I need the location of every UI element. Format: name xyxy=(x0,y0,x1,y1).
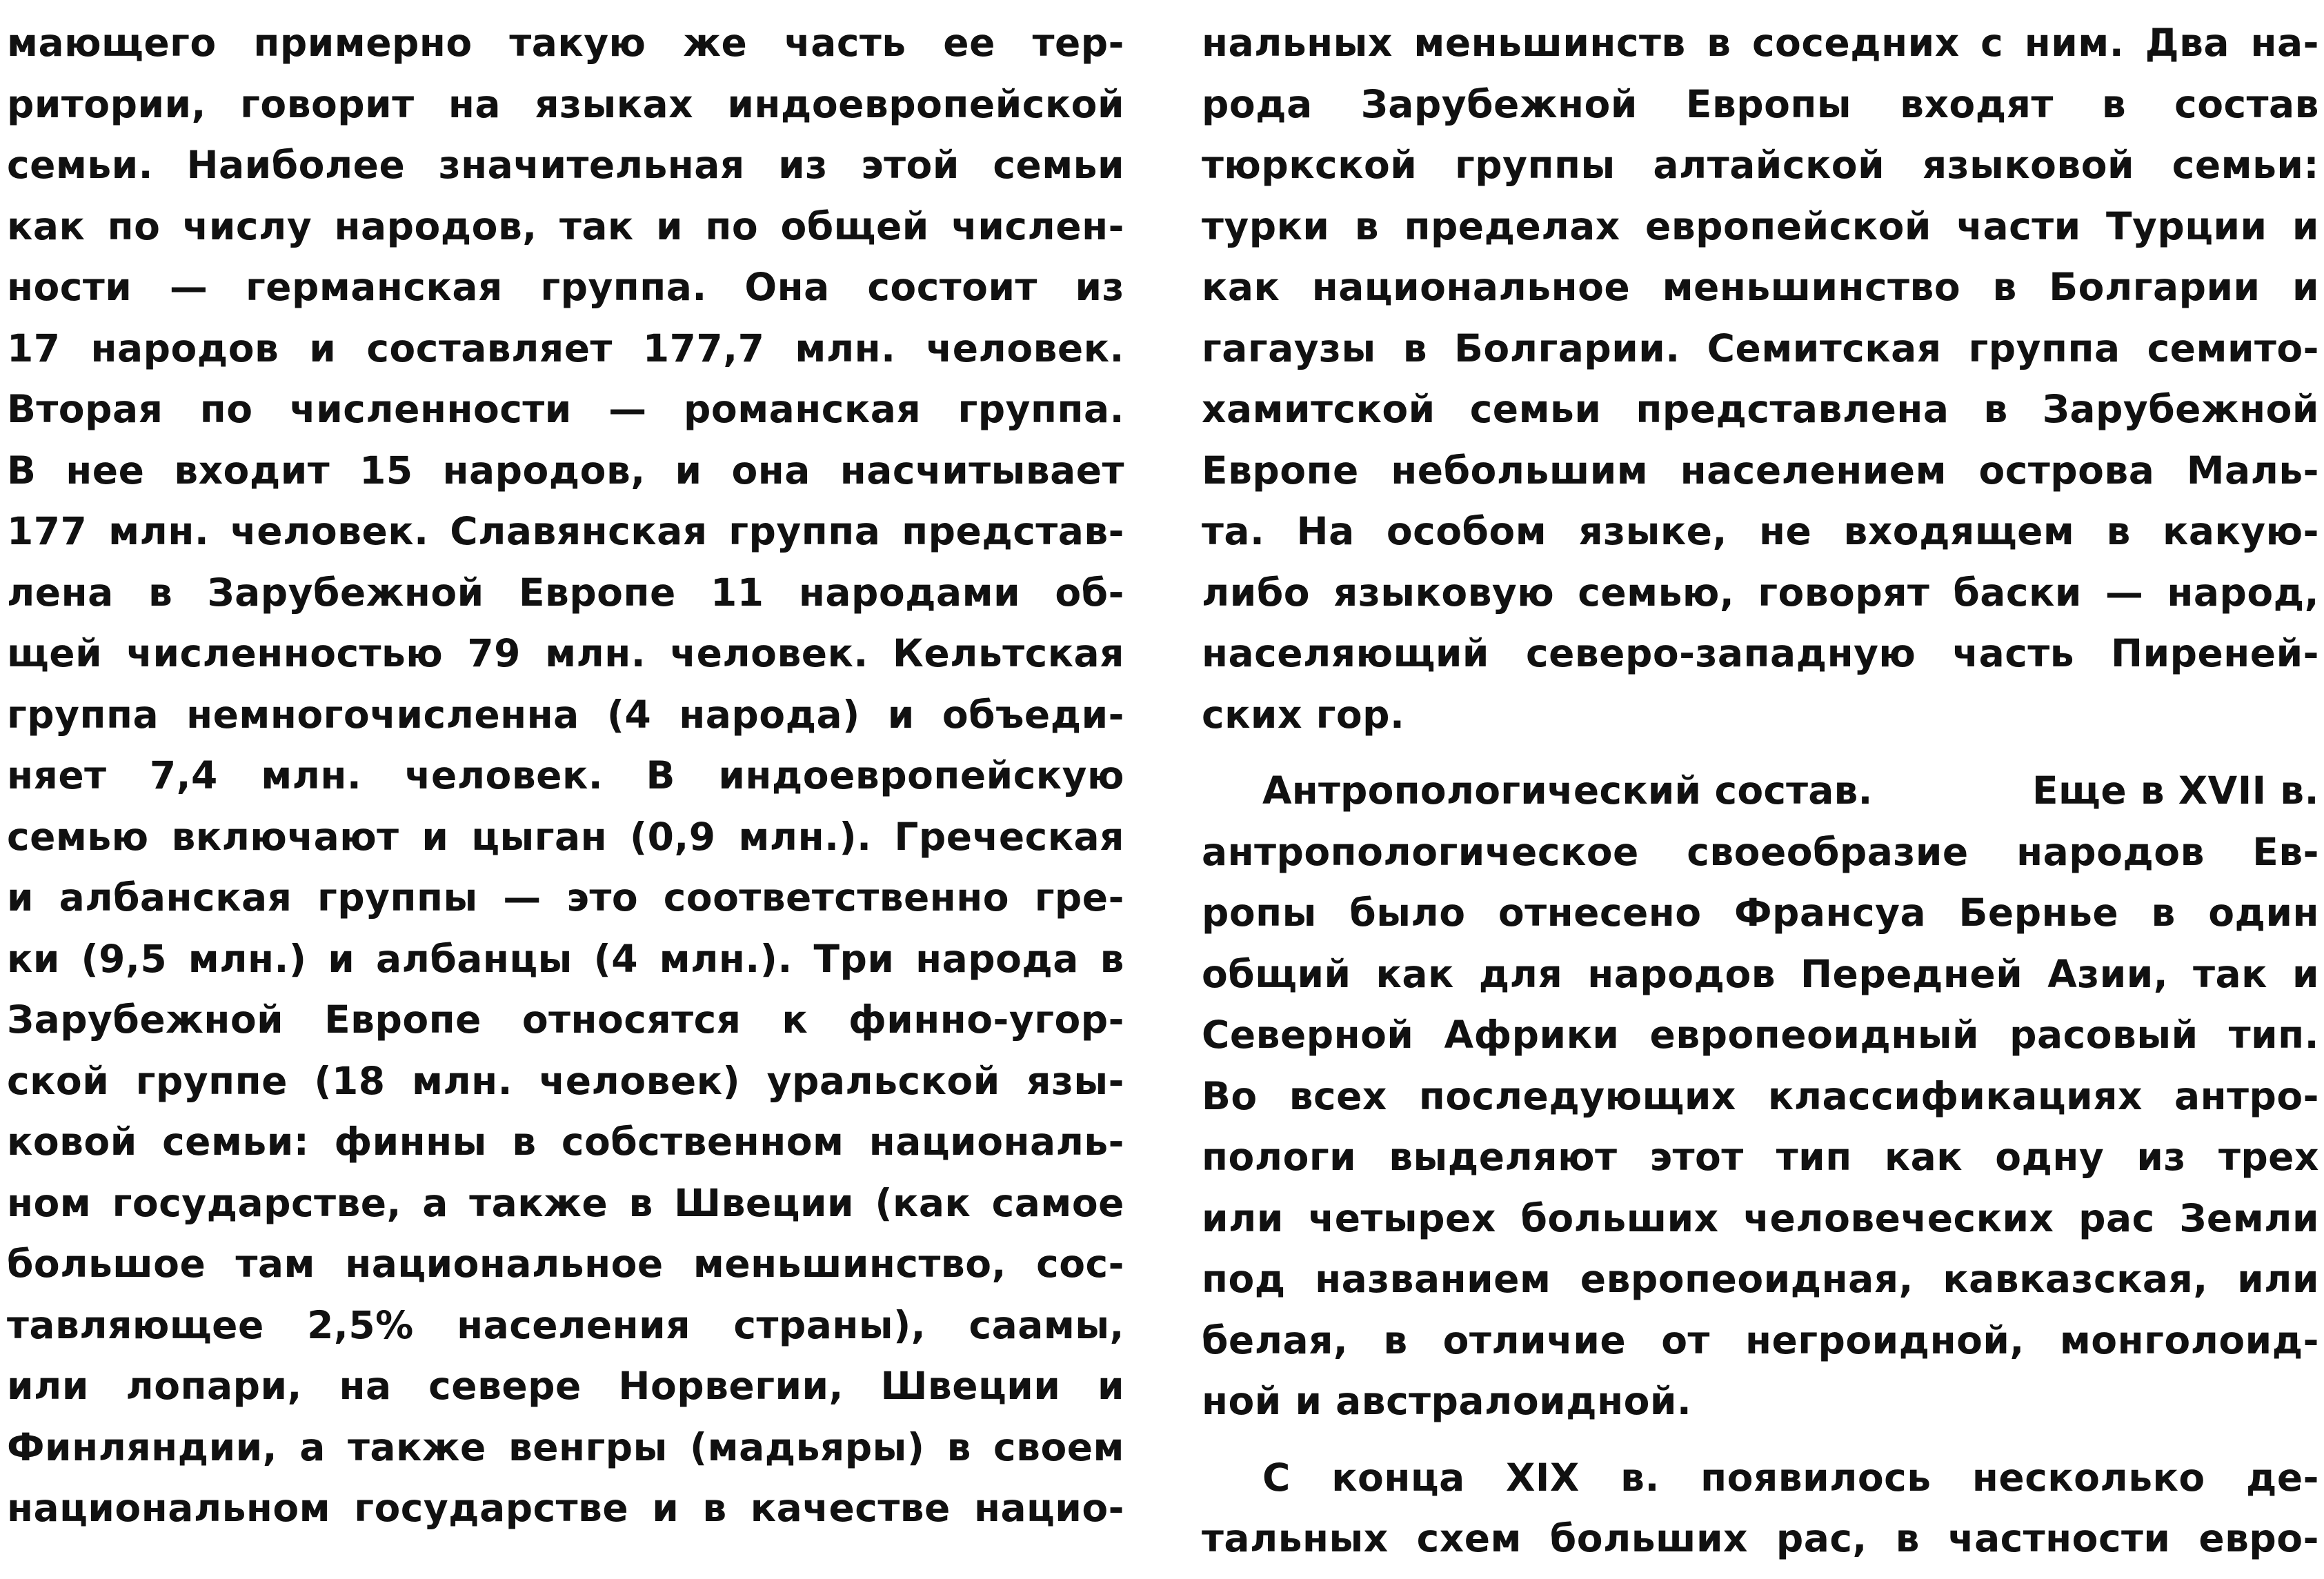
text-line: 177 млн. человек. Славянская группа представ- xyxy=(7,509,1124,553)
text-line: Финляндии, а также венгры (мадьяры) в своем xyxy=(7,1424,1124,1469)
text-line: турки в пределах европейской части Турции и xyxy=(1202,203,2319,248)
text-line: или лопари, на севере Норвегии, Швеции и xyxy=(7,1364,1124,1408)
text-line: хамитской семьи представлена в Зарубежной xyxy=(1202,387,2319,431)
text-line: или четырех больших человеческих рас Земли xyxy=(1202,1195,2319,1240)
text-line: та. На особом языке, не входящем в какую- xyxy=(1202,509,2319,553)
text-line: мающего примерно такую же часть ее тер- xyxy=(7,21,1124,65)
text-line: пологи выделяют этот тип как одну из трех xyxy=(1202,1135,2319,1179)
text-line: семьи. Наиболее значительная из этой семьи xyxy=(7,143,1124,187)
text-line: белая, в отличие от негроидной, монголоид- xyxy=(1202,1318,2319,1362)
text-line: населяющий северо-западную часть Пиреней- xyxy=(1202,631,2319,675)
text-line: щей численностью 79 млн. человек. Кельтская xyxy=(7,631,1124,675)
text-line: Зарубежной Европе относятся к финно-угор- xyxy=(7,997,1124,1042)
text-line: няет 7,4 млн. человек. В индоевропейскую xyxy=(7,753,1124,797)
text-line: ской группе (18 млн. человек) уральской язы- xyxy=(7,1058,1124,1103)
right-column xyxy=(1202,12,2319,1569)
text-line: семью включают и цыган (0,9 млн.). Греческая xyxy=(7,814,1124,859)
text-line: национальном государстве и в качестве нацио- xyxy=(7,1486,1124,1530)
text-line: тюркской группы алтайской языковой семьи: xyxy=(1202,143,2319,187)
text-line: Северной Африки европеоидный расовый тип. xyxy=(1202,1013,2319,1057)
text-line: В нее входит 15 народов, и она насчитывает xyxy=(7,448,1124,493)
heading-line-rest: Еще в XVII в. xyxy=(2032,768,2319,813)
section-heading: Антропологический состав. xyxy=(1262,768,1873,813)
text-line: ропы было отнесено Франсуа Бернье в один xyxy=(1202,891,2319,935)
text-line: ковой семьи: финны в собственном националь- xyxy=(7,1120,1124,1164)
text-line: гагаузы в Болгарии. Семитская группа семито- xyxy=(1202,326,2319,370)
text-line: ной и австралоидной. xyxy=(1202,1379,1692,1423)
text-line: ритории, говорит на языках индоевропейской xyxy=(7,81,1124,126)
text-line: антропологическое своеобразие народов Ев- xyxy=(1202,829,2319,874)
text-line: Вторая по численности — романская группа. xyxy=(7,387,1124,431)
text-line: нальных меньшинств в соседних с ним. Два на- xyxy=(1202,21,2319,65)
text-line: под названием европеоидная, кавказская, или xyxy=(1202,1257,2319,1301)
text-line: большое там национальное меньшинство, сос- xyxy=(7,1242,1124,1286)
text-line: ности — германская группа. Она состоит из xyxy=(7,265,1124,309)
text-line: Европе небольшим населением острова Маль- xyxy=(1202,448,2319,493)
text-line: 17 народов и составляет 177,7 млн. человек. xyxy=(7,326,1124,370)
text-line: тальных схем больших рас, в частности евро- xyxy=(1202,1516,2319,1560)
text-line: Во всех последующих классификациях антро- xyxy=(1202,1073,2319,1118)
text-line: лена в Зарубежной Европе 11 народами об- xyxy=(7,570,1124,615)
section-heading-line xyxy=(1202,760,2319,822)
text-line: тавляющее 2,5% населения страны), саамы, xyxy=(7,1302,1124,1347)
text-line: как по числу народов, так и по общей числен- xyxy=(7,203,1124,248)
text-line: С конца XIX в. появилось несколько де- xyxy=(1262,1455,2319,1500)
text-line: ских гор. xyxy=(1202,692,1405,737)
text-line: либо языковую семью, говорят баски — народ, xyxy=(1202,570,2319,615)
text-line: ки (9,5 млн.) и албанцы (4 млн.). Три народа в xyxy=(7,936,1124,981)
text-line: ном государстве, а также в Швеции (как самое xyxy=(7,1180,1124,1225)
text-line: как национальное меньшинство в Болгарии и xyxy=(1202,265,2319,309)
text-line: общий как для народов Передней Азии, так и xyxy=(1202,951,2319,996)
text-line: группа немногочисленна (4 народа) и объеди- xyxy=(7,692,1124,737)
left-column xyxy=(7,12,1124,1539)
text-line: и албанская группы — это соответственно гре- xyxy=(7,875,1124,920)
text-line: рода Зарубежной Европы входят в состав xyxy=(1202,81,2319,126)
